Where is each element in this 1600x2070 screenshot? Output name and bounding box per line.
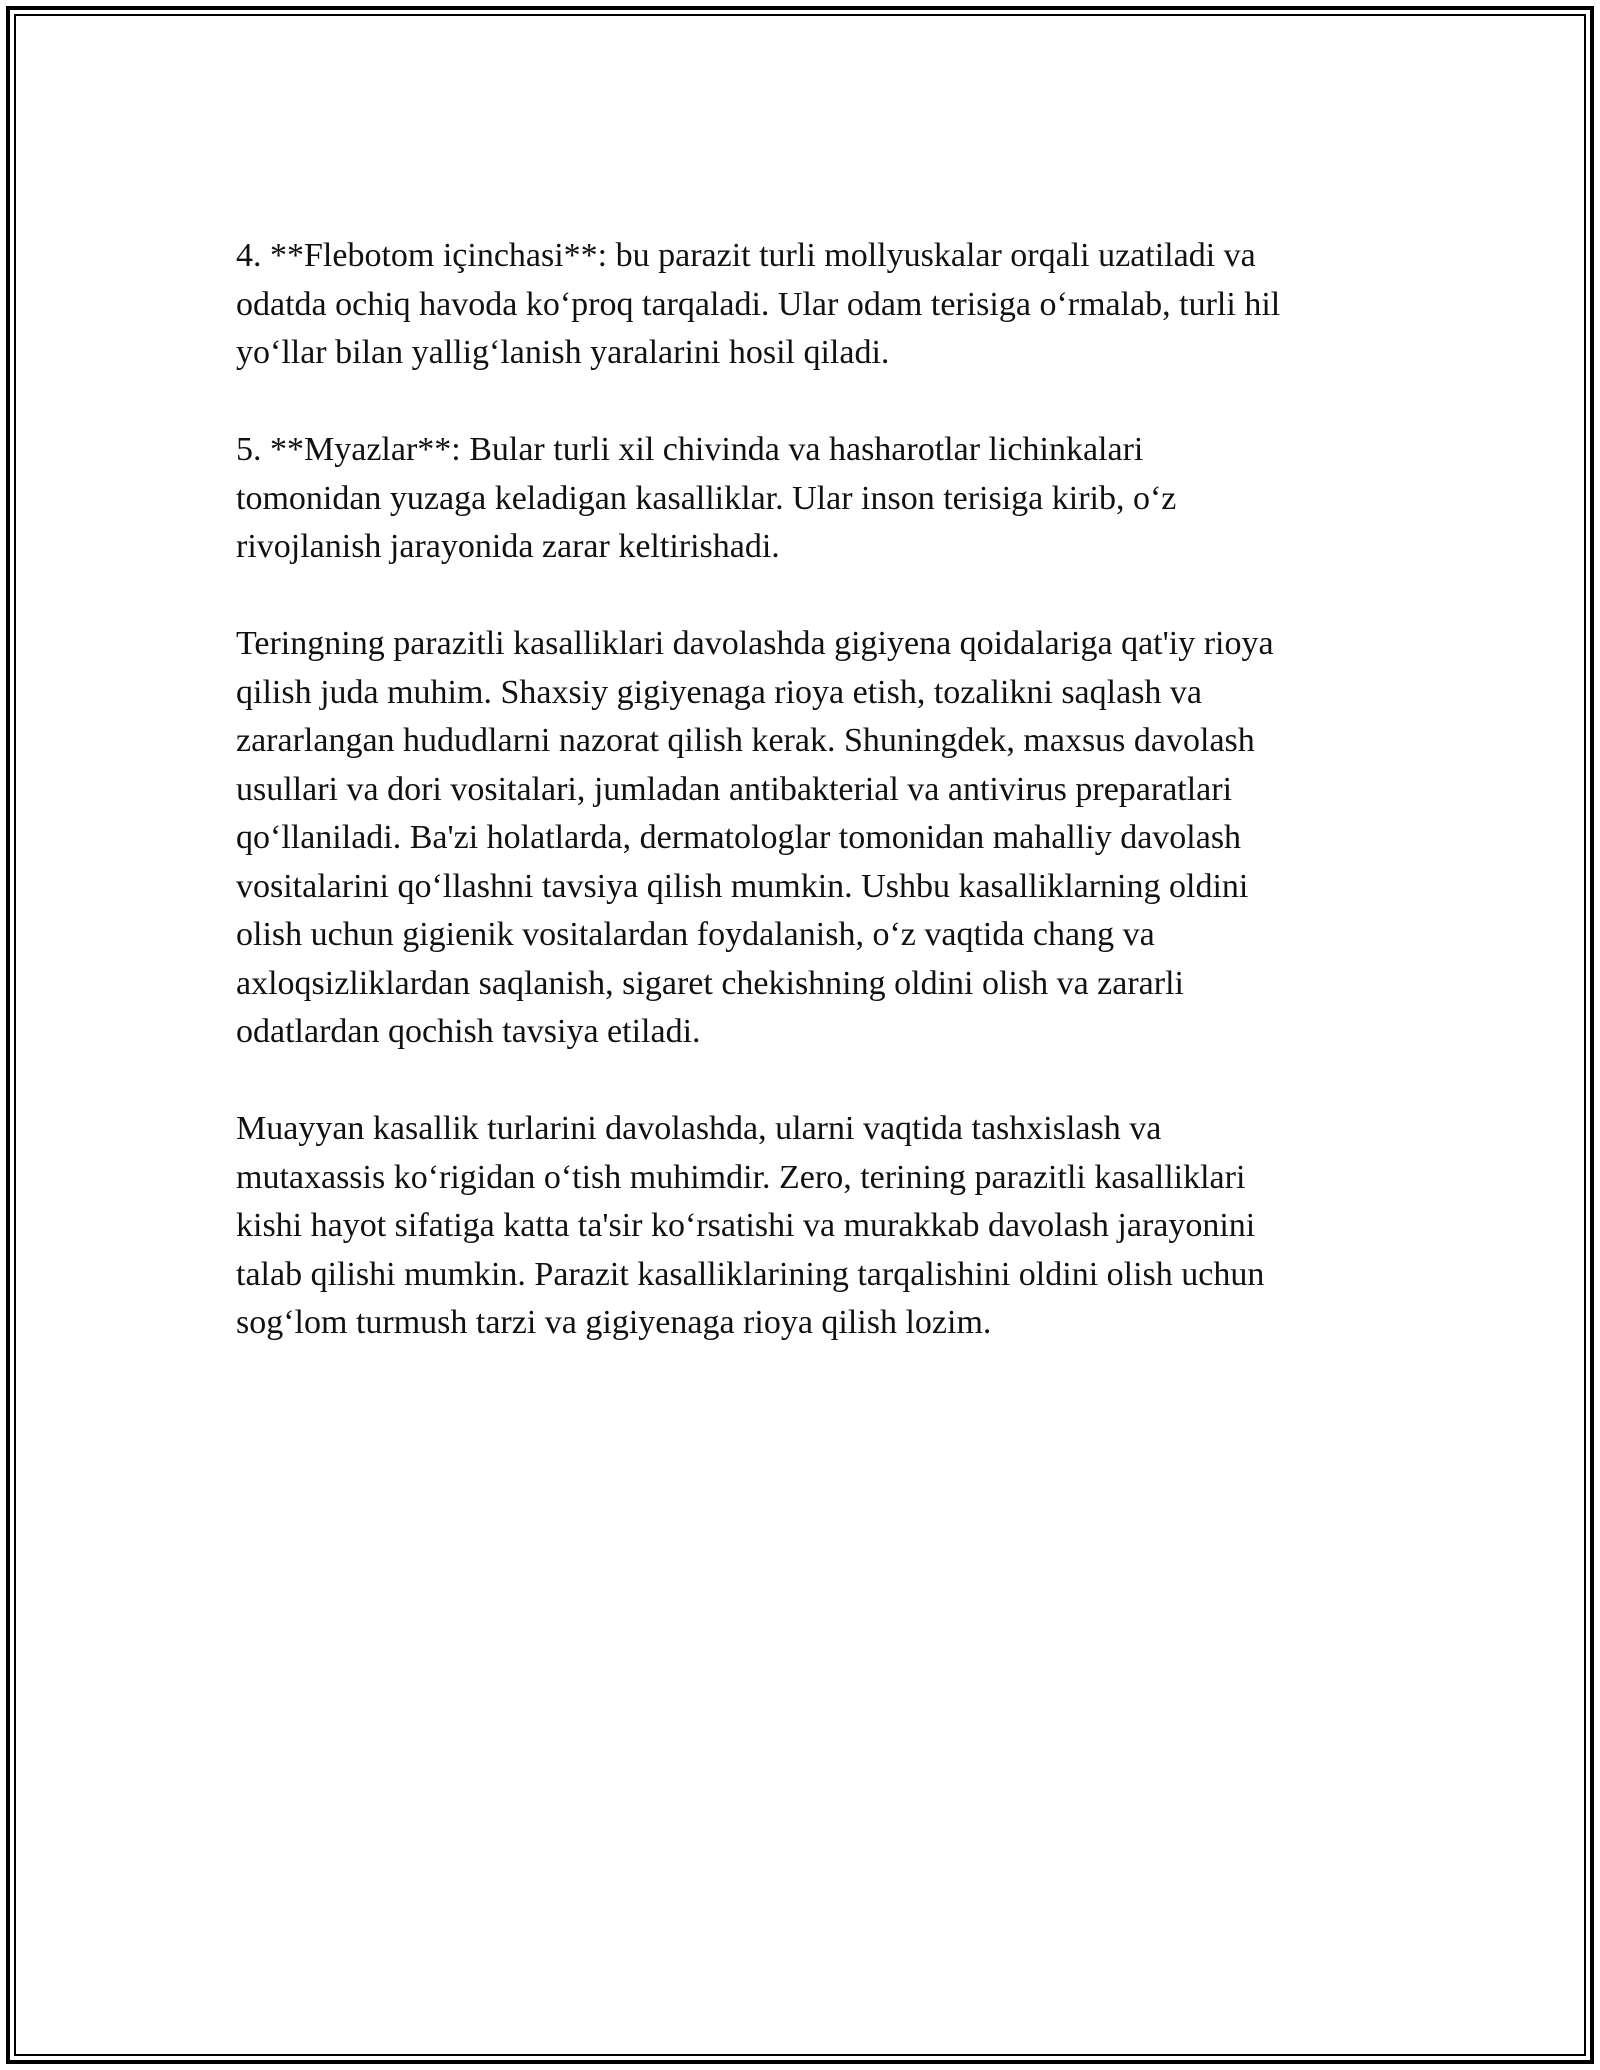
text-line: odatlardan qochish tavsiya etiladi. [236,1013,701,1050]
text-line: usullari va dori vositalari, jumladan antibakterial va antivirus preparatlari [236,770,1233,808]
paragraph-myazlar [236,426,1376,572]
text-line: olish uchun gigienik vositalardan foydalanish, o‘z vaqtida chang va [236,916,1155,953]
text-line: axloqsizliklardan saqlanish, sigaret chekishning oldini olish va zararli [236,964,1184,1002]
text-line: qo‘llaniladi. Ba'zi holatlarda, dermatologlar tomonidan mahalliy davolash [236,819,1242,856]
text-line: mutaxassis ko‘rigidan o‘tish muhimdir. Zero, terining parazitli kasalliklari [236,1158,1246,1196]
text-line: sog‘lom turmush tarzi va gigiyenaga rioya qilish lozim. [236,1304,992,1341]
text-line: tomonidan yuzaga keladigan kasalliklar. Ular inson terisiga kirib, o‘z [236,479,1177,517]
document-body [236,232,1376,1396]
paragraph-flebotom [236,232,1376,378]
text-line: Teringning parazitli kasalliklari davolashda gigiyena qoidalariga qat'iy rioya [236,625,1274,662]
text-line: 5. **Myazlar**: Bular turli xil chivinda va hasharotlar lichinkalari [236,431,1144,468]
text-line: odatda ochiq havoda ko‘proq tarqaladi. Ular odam terisiga o‘rmalab, turli hil [236,285,1281,323]
text-line: qilish juda muhim. Shaxsiy gigiyenaga rioya etish, tozalikni saqlash va [236,673,1203,711]
text-line: kishi hayot sifatiga katta ta'sir ko‘rsatishi va murakkab davolash jarayonini [236,1207,1256,1244]
paragraph-conclusion [236,1105,1376,1348]
text-line: zararlangan hududlarni nazorat qilish kerak. Shuningdek, maxsus davolash [236,722,1255,759]
text-line: rivojlanish jarayonida zarar keltirishadi. [236,528,780,565]
text-line: yo‘llar bilan yallig‘lanish yaralarini hosil qiladi. [236,334,890,371]
paragraph-treatment [236,620,1376,1057]
text-line: Muayyan kasallik turlarini davolashda, ularni vaqtida tashxislash va [236,1110,1162,1147]
text-line: 4. **Flebotom içinchasi**: bu parazit turli mollyuskalar orqali uzatiladi va [236,237,1256,274]
text-line: talab qilishi mumkin. Parazit kasalliklarining tarqalishini oldini olish uchun [236,1255,1265,1293]
text-line: vositalarini qo‘llashni tavsiya qilish mumkin. Ushbu kasalliklarning oldini [236,867,1249,905]
